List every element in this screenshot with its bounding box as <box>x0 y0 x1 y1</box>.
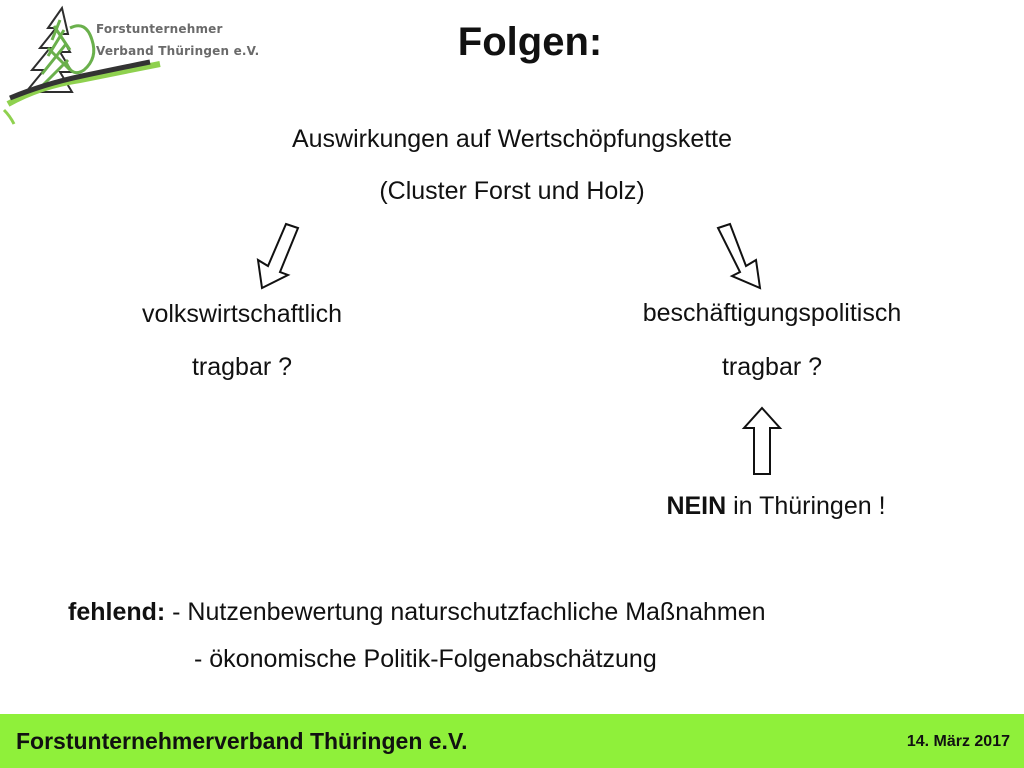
missing-item-1: - Nutzenbewertung naturschutzfachliche Maßnahmen <box>165 598 766 626</box>
footer-bar <box>0 714 1024 768</box>
missing-line-1 <box>68 598 766 627</box>
conclusion-rest: in Thüringen ! <box>726 492 886 520</box>
arrow-down-left-icon <box>250 222 310 292</box>
subtitle-line-2: (Cluster Forst und Holz) <box>379 177 645 205</box>
left-heading: volkswirtschaftlich <box>141 300 343 328</box>
footer-org: Forstunternehmerverband Thüringen e.V. <box>16 728 468 754</box>
conclusion <box>576 492 976 521</box>
arrow-down-right-icon <box>712 222 772 292</box>
logo-text <box>96 18 259 62</box>
footer-date: 14. März 2017 <box>906 733 1010 750</box>
right-heading: beschäftigungspolitisch <box>642 299 902 327</box>
subtitle-line-1: Auswirkungen auf Wertschöpfungskette <box>291 125 733 153</box>
right-question: tragbar ? <box>721 353 823 381</box>
missing-label: fehlend: <box>68 598 166 626</box>
left-question: tragbar ? <box>191 353 293 381</box>
missing-item-2: - ökonomische Politik-Folgenabschätzung <box>194 645 657 673</box>
arrow-up-icon <box>738 404 786 478</box>
logo-line-1: Forstunternehmer <box>96 22 223 36</box>
conclusion-strong: NEIN <box>666 492 727 520</box>
logo-line-2: Verband Thüringen e.V. <box>96 44 260 58</box>
page-title: Folgen: <box>457 20 603 64</box>
